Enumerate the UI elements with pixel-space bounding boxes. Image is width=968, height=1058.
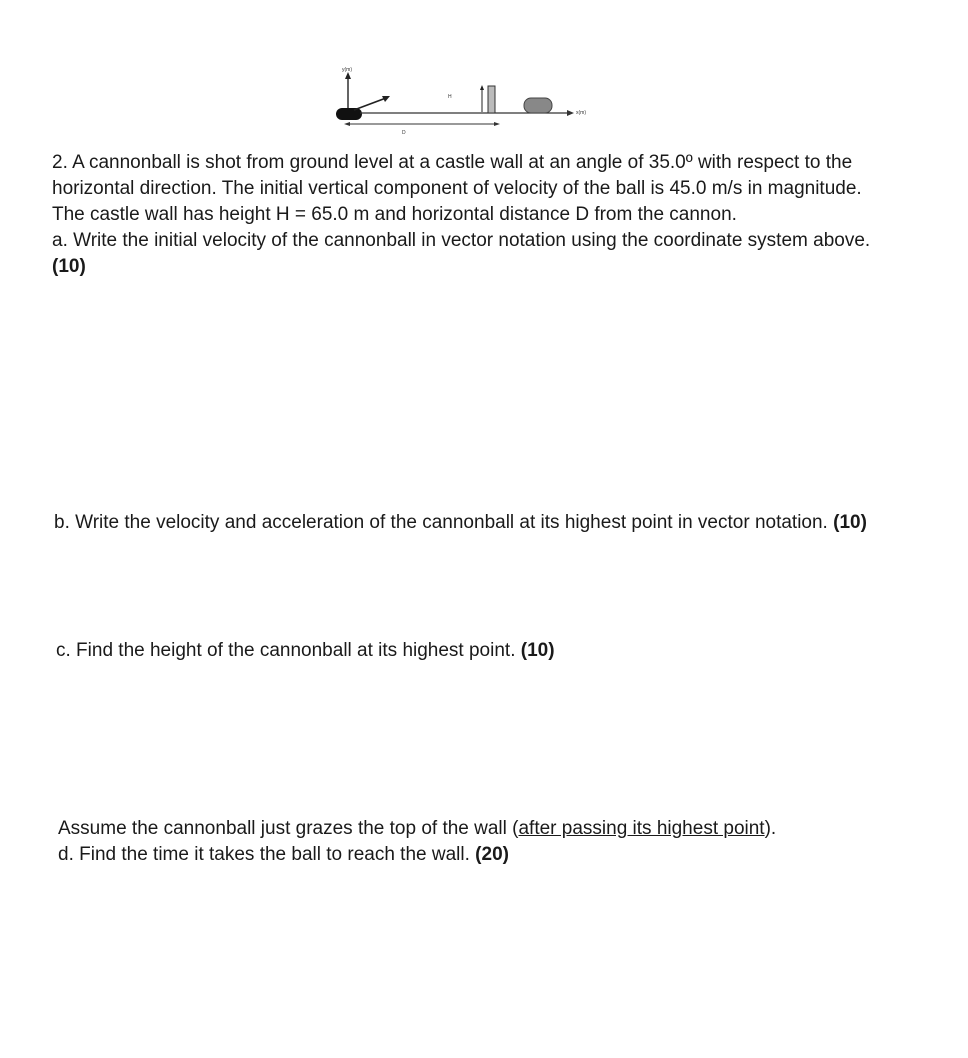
part-c — [56, 638, 886, 664]
part-d — [58, 842, 918, 868]
assumption — [58, 816, 918, 842]
velocity-arrow — [354, 98, 386, 110]
distance-label: D — [402, 130, 406, 136]
distance-arrowhead-left — [344, 122, 350, 126]
assumption-suffix: ). — [764, 818, 777, 839]
part-b-points: (10) — [833, 512, 867, 533]
part-a-points: (10) — [52, 256, 86, 277]
assumption-underlined: after passing its highest point — [518, 818, 765, 839]
part-c-points: (10) — [520, 640, 555, 661]
part-a — [52, 228, 882, 280]
distance-arrowhead-right — [494, 122, 500, 126]
height-arrowhead-top — [480, 85, 484, 90]
part-d-points: (20) — [475, 844, 509, 865]
height-label: H — [448, 94, 452, 100]
x-axis-arrowhead — [567, 110, 574, 116]
target-blob — [524, 98, 552, 113]
cannon — [336, 108, 362, 120]
part-a-text: a. Write the initial velocity of the cannonball in vector notation using the coordinate system above. — [52, 230, 871, 251]
x-axis-label: x(m) — [576, 110, 586, 116]
problem-intro: 2. A cannonball is shot from ground level at a castle wall at an angle of 35.0º with respect to the horizontal direction. The initial vertical component of velocity of the ball is 45.0 m/s in magnitude. The castle wall has height H = 65.0 m and horizontal distance D from the cannon. — [52, 152, 862, 225]
y-axis-label: y(m) — [342, 67, 352, 73]
part-d-text: d. Find the time it takes the ball to reach the wall. — [58, 844, 470, 865]
part-c-text: c. Find the height of the cannonball at its highest point. — [56, 640, 516, 661]
part-d-block — [58, 816, 918, 868]
cannon-diagram — [330, 62, 600, 140]
part-b-text: b. Write the velocity and acceleration of the cannonball at its highest point in vector notation. — [54, 512, 828, 533]
assumption-prefix: Assume the cannonball just grazes the top of the wall ( — [58, 818, 519, 839]
part-b — [54, 510, 884, 536]
y-axis-arrowhead — [345, 72, 351, 79]
problem-intro-block — [52, 150, 882, 280]
castle-wall — [488, 86, 495, 113]
